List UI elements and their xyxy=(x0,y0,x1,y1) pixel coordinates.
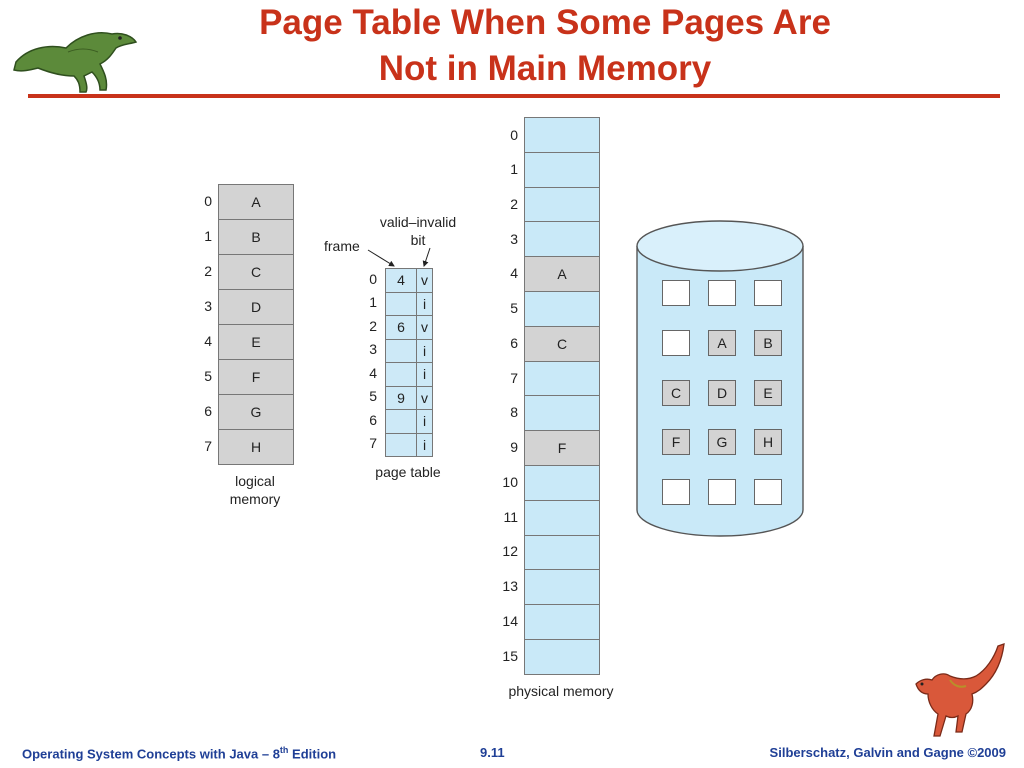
disk-slot xyxy=(754,479,782,505)
pt-index: 4 xyxy=(369,365,377,381)
disk-slot: G xyxy=(708,429,736,455)
page-table-row xyxy=(386,293,432,317)
pt-valid-bit: v xyxy=(421,389,428,406)
pm-index: 1 xyxy=(510,161,518,177)
pm-index: 7 xyxy=(510,370,518,386)
dinosaur-icon xyxy=(8,18,140,96)
physical-frame xyxy=(525,362,599,397)
page-table-row xyxy=(386,363,432,387)
footer-left-sup: th xyxy=(279,745,289,755)
disk-slot: B xyxy=(754,330,782,356)
logical-page: F xyxy=(219,360,293,395)
disk-slot: H xyxy=(754,429,782,455)
disk-slot: F xyxy=(662,429,690,455)
logical-page: B xyxy=(219,220,293,255)
logical-page: D xyxy=(219,290,293,325)
page-table-row xyxy=(386,340,432,364)
pm-index: 12 xyxy=(502,543,518,559)
physical-frame xyxy=(525,501,599,536)
pt-frame: 9 xyxy=(386,387,417,410)
pm-index: 2 xyxy=(510,196,518,212)
page-table-row xyxy=(386,269,432,293)
pt-frame xyxy=(386,363,417,386)
valid-invalid-label: valid–invalid bit xyxy=(379,214,457,248)
pt-valid-bit: i xyxy=(422,436,427,453)
logical-page: E xyxy=(219,325,293,360)
disk-slot xyxy=(708,479,736,505)
logical-page: H xyxy=(219,430,293,465)
page-number: 9.11 xyxy=(480,745,505,760)
title-line-2: Not in Main Memory xyxy=(378,49,712,88)
footer-left-end: Edition xyxy=(288,746,337,762)
page-table-row xyxy=(386,387,432,411)
pm-index: 11 xyxy=(503,509,518,525)
pt-frame xyxy=(386,293,417,316)
logical-page: A xyxy=(219,185,293,220)
footer-left-main: Operating System Concepts with Java – 8 xyxy=(22,746,280,762)
pt-frame: 4 xyxy=(386,269,417,292)
physical-frame xyxy=(525,153,599,188)
logical-memory-caption: logical memory xyxy=(229,473,281,507)
logical-memory-table xyxy=(218,184,294,465)
pt-index: 3 xyxy=(369,341,377,357)
pt-index: 0 xyxy=(369,271,377,287)
pt-index: 7 xyxy=(369,435,377,451)
pt-valid-bit: v xyxy=(421,319,428,336)
logical-page: G xyxy=(219,395,293,430)
pt-valid-bit: i xyxy=(422,295,427,312)
physical-frame xyxy=(525,570,599,605)
page-table-row xyxy=(386,410,432,434)
disk-slot: A xyxy=(708,330,736,356)
disk-slot: D xyxy=(708,380,736,406)
pm-index: 0 xyxy=(510,127,518,143)
lm-index: 7 xyxy=(204,438,212,454)
physical-frame: A xyxy=(525,257,599,292)
pm-index: 8 xyxy=(510,404,518,420)
page-table-caption: page table xyxy=(375,464,441,480)
title-divider xyxy=(28,94,1000,98)
lm-index: 3 xyxy=(204,298,212,314)
pt-valid-bit: i xyxy=(422,342,427,359)
disk-slot xyxy=(662,330,690,356)
frame-arrow xyxy=(368,250,394,266)
disk-slot xyxy=(662,280,690,306)
lm-index: 5 xyxy=(204,368,212,384)
pt-frame: 6 xyxy=(386,316,417,339)
physical-memory-caption: physical memory xyxy=(508,683,614,699)
lm-index: 2 xyxy=(204,263,212,279)
slide-title xyxy=(150,0,940,92)
disk-slot xyxy=(662,479,690,505)
pt-index: 6 xyxy=(369,412,377,428)
pt-frame xyxy=(386,410,417,433)
physical-frame: F xyxy=(525,431,599,466)
physical-frame xyxy=(525,640,599,675)
physical-frame xyxy=(525,292,599,327)
physical-frame xyxy=(525,396,599,431)
title-line-1: Page Table When Some Pages Are xyxy=(259,3,831,42)
pt-index: 2 xyxy=(369,318,377,334)
disk-slot: E xyxy=(754,380,782,406)
pt-frame xyxy=(386,340,417,363)
pm-index: 15 xyxy=(502,648,518,664)
physical-frame xyxy=(525,188,599,223)
pm-index: 4 xyxy=(510,265,518,281)
pm-index: 9 xyxy=(510,439,518,455)
pt-index: 1 xyxy=(369,294,377,310)
page-table-grid xyxy=(385,268,433,457)
physical-memory-table xyxy=(524,117,600,675)
pm-index: 5 xyxy=(510,300,518,316)
physical-frame xyxy=(525,222,599,257)
dinosaur-icon xyxy=(906,640,1010,744)
physical-frame xyxy=(525,466,599,501)
disk-slot xyxy=(708,280,736,306)
page-table-row xyxy=(386,434,432,458)
pt-valid-bit: v xyxy=(421,272,428,289)
lm-index: 4 xyxy=(204,333,212,349)
lm-index: 6 xyxy=(204,403,212,419)
lm-index: 1 xyxy=(204,228,212,244)
disk-slot xyxy=(754,280,782,306)
physical-frame: C xyxy=(525,327,599,362)
footer-left xyxy=(22,745,336,761)
pm-index: 3 xyxy=(510,231,518,247)
page-table-row xyxy=(386,316,432,340)
pt-frame xyxy=(386,434,417,457)
physical-frame xyxy=(525,118,599,153)
pm-index: 10 xyxy=(502,474,518,490)
physical-frame xyxy=(525,605,599,640)
pt-valid-bit: i xyxy=(422,366,427,383)
physical-frame xyxy=(525,536,599,571)
disk-slot: C xyxy=(662,380,690,406)
pm-index: 14 xyxy=(502,613,518,629)
pm-index: 13 xyxy=(502,578,518,594)
footer-right: Silberschatz, Galvin and Gagne ©2009 xyxy=(769,745,1006,760)
logical-page: C xyxy=(219,255,293,290)
pt-valid-bit: i xyxy=(422,413,427,430)
frame-label: frame xyxy=(324,238,360,254)
pm-index: 6 xyxy=(510,335,518,351)
valid-bit-arrow xyxy=(424,248,430,266)
lm-index: 0 xyxy=(204,193,212,209)
pt-index: 5 xyxy=(369,388,377,404)
